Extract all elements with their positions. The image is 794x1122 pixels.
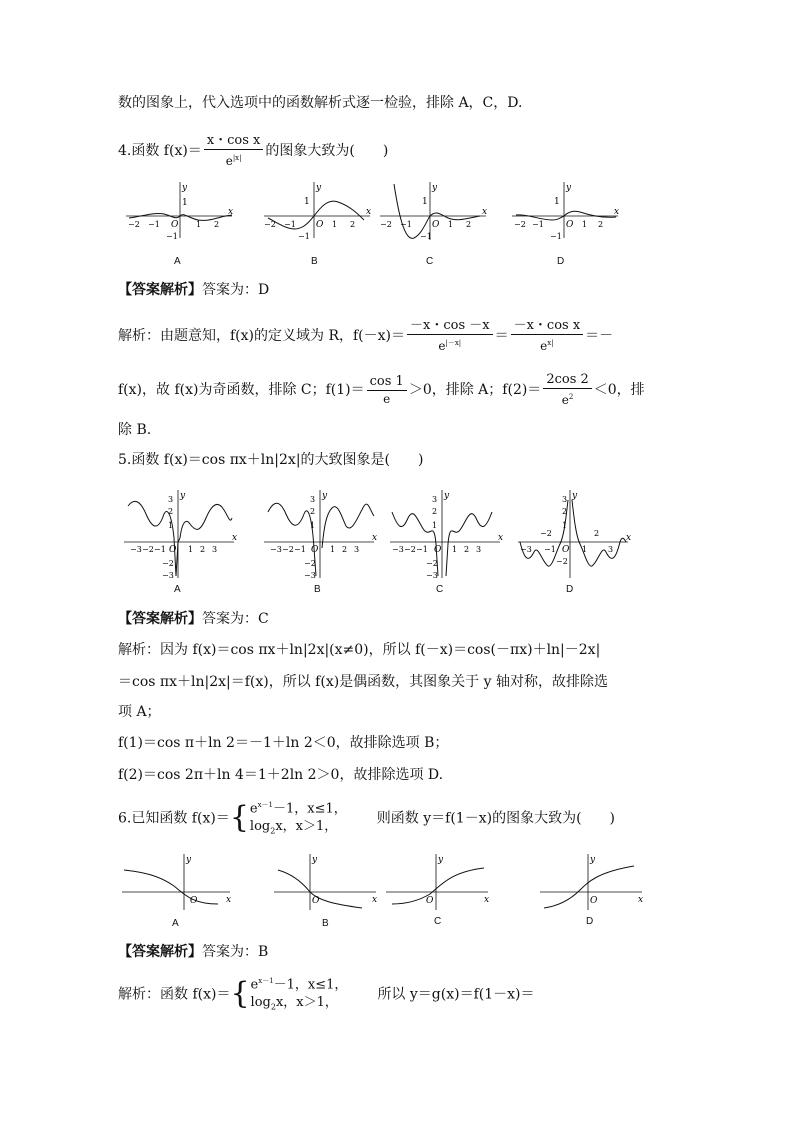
a4-frac-1 (407, 318, 493, 354)
svg-text:−1: −1 (154, 545, 166, 554)
svg-text:2: 2 (168, 507, 174, 516)
svg-text:x: x (232, 533, 238, 543)
svg-text:−1: −1 (420, 232, 432, 241)
q6-brace: { (229, 800, 249, 836)
q6-graph-b (272, 852, 382, 912)
svg-text:−2: −2 (426, 559, 438, 568)
svg-text:x: x (228, 207, 234, 217)
a4-frac-3-den: e (383, 391, 391, 406)
svg-text:3: 3 (432, 495, 438, 504)
a6-case2-base: log (250, 995, 271, 1011)
svg-text:y: y (186, 855, 192, 865)
svg-text:3: 3 (562, 495, 568, 504)
svg-text:1: 1 (332, 220, 338, 229)
svg-text:−3: −3 (270, 545, 282, 554)
svg-text:1: 1 (582, 545, 588, 554)
answer-value: 答案为：C (202, 611, 269, 627)
a4-frac-1-sup: |－x| (445, 339, 462, 347)
svg-text:2: 2 (598, 220, 604, 229)
svg-text:y: y (312, 855, 318, 865)
q4-graph-b (262, 180, 372, 240)
svg-text:O: O (190, 896, 198, 906)
q6-case1-sup: x－1 (257, 801, 274, 809)
q4-graph-d (510, 180, 620, 240)
a4-frac-1-num: －x・cos －x (407, 318, 493, 335)
svg-text:−2: −2 (264, 220, 276, 229)
a6-case2-rest: x，x＞1， (275, 995, 338, 1011)
svg-text:y: y (572, 491, 578, 501)
q4-numerator: x・cos x (204, 133, 264, 150)
q4-label-a: A (174, 256, 181, 267)
a5-line-3: 项 A； (118, 704, 161, 720)
svg-text:−3: −3 (392, 545, 404, 554)
svg-text:x: x (366, 207, 372, 217)
q6-case2-rest: x，x＞1， (275, 819, 338, 835)
svg-text:y: y (444, 491, 450, 501)
q6-case2-sub: 2 (270, 826, 276, 836)
q4-label-b: B (311, 256, 318, 267)
q4-graph-a (124, 180, 234, 240)
svg-text:x: x (638, 895, 644, 905)
q6-case1-rest: －1，x≤1， (273, 801, 347, 817)
svg-text:O: O (312, 896, 320, 906)
svg-text:−2: −2 (304, 559, 316, 568)
svg-text:x: x (482, 207, 488, 217)
q4-label-d: D (557, 256, 565, 267)
q4-den-base: e (225, 154, 233, 168)
svg-text:−1: −1 (400, 220, 412, 229)
a6-cases (251, 972, 348, 1017)
svg-text:O: O (311, 545, 319, 555)
q6-graph-c (384, 852, 494, 912)
svg-text:1: 1 (188, 545, 194, 554)
a4-frac-4 (543, 372, 591, 408)
q6-case2-base: log (249, 819, 271, 835)
svg-text:1: 1 (452, 545, 458, 554)
q6-prefix: 6.已知函数 f(x)＝ (118, 810, 230, 827)
paragraph-text: 数的图象上，代入选项中的函数解析式逐一检验，排除 A，C，D. (118, 95, 523, 111)
svg-text:2: 2 (562, 507, 568, 516)
svg-text:y: y (180, 491, 186, 501)
svg-text:−2: −2 (162, 559, 174, 568)
svg-text:−2: −2 (380, 220, 392, 229)
q6-graph-d (538, 852, 648, 912)
a5-line-1: 解析：因为 f(x)＝cos πx＋ln|2x|(x≠0)，所以 f(－x)＝cos(－πx)＋ln|－2x| (118, 642, 601, 658)
q6-label-a: A (172, 918, 179, 929)
svg-text:3: 3 (608, 545, 614, 554)
a4-l2-suffix: ＜0，排 (593, 382, 645, 398)
q6-label-d: D (586, 916, 594, 927)
q5-graph-a (122, 488, 238, 580)
svg-text:1: 1 (304, 197, 310, 207)
answer-5 (118, 609, 269, 629)
svg-text:3: 3 (212, 545, 218, 554)
svg-text:2: 2 (466, 220, 472, 229)
a4-line-1 (118, 318, 613, 354)
svg-text:1: 1 (432, 521, 438, 530)
a4-frac-3-num: cos 1 (367, 374, 407, 391)
a4-frac-2-sup: x| (547, 339, 554, 347)
a6-case1-base: e (250, 977, 259, 993)
a6-case2-sub: 2 (270, 1002, 276, 1012)
a6-case1-rest: －1，x≤1， (273, 977, 348, 993)
svg-text:1: 1 (562, 521, 568, 530)
svg-text:−2: −2 (514, 220, 526, 229)
svg-text:O: O (590, 896, 598, 906)
svg-text:1: 1 (330, 545, 336, 554)
svg-text:1: 1 (168, 521, 174, 530)
a6-case1-sup: x－1 (258, 977, 274, 985)
svg-text:−1: −1 (294, 545, 306, 554)
svg-text:−1: −1 (532, 220, 544, 229)
svg-text:1: 1 (582, 220, 588, 229)
a4-line-3: 除 B. (118, 422, 152, 438)
a6-suffix: 所以 y＝g(x)＝f(1－x)＝ (377, 986, 535, 1003)
question-6 (118, 796, 615, 841)
svg-text:−3: −3 (520, 545, 532, 554)
svg-text:x: x (226, 895, 232, 905)
svg-text:2: 2 (342, 545, 348, 554)
a4-l2-prefix: f(x)，故 f(x)为奇函数，排除 C；f(1)＝ (118, 382, 365, 398)
svg-text:−2: −2 (142, 545, 154, 554)
svg-text:2: 2 (214, 220, 220, 229)
svg-text:2: 2 (200, 545, 206, 554)
svg-text:x: x (614, 207, 620, 217)
a5-line-4: f(1)＝cos π＋ln 2＝－1＋ln 2＜0，故排除选项 B； (118, 735, 449, 751)
answer-tag: 【答案解析】 (118, 611, 202, 627)
svg-text:y: y (182, 183, 188, 193)
svg-text:3: 3 (476, 545, 482, 554)
svg-text:1: 1 (554, 197, 560, 207)
q6-graph-a (120, 852, 236, 912)
svg-text:−3: −3 (162, 571, 174, 580)
svg-text:−2: −2 (282, 545, 294, 554)
answer-6 (118, 942, 268, 962)
q4-fraction (204, 133, 264, 169)
svg-text:O: O (434, 545, 442, 555)
a4-l1-eq: ＝ (494, 328, 509, 344)
a4-frac-4-den: e (561, 393, 569, 407)
a4-l1-prefix: 解析：由题意知，f(x)的定义域为 R，f(－x)＝ (118, 328, 405, 344)
q4-prefix: 4.函数 f(x)＝ (118, 143, 202, 159)
a4-line-2 (118, 372, 645, 408)
svg-text:−2: −2 (540, 529, 552, 538)
a4-l1-suffix: ＝－ (585, 328, 614, 344)
q4-suffix: 的图象大致为( ) (265, 143, 389, 159)
q5-graph-b (262, 488, 378, 580)
svg-text:O: O (169, 545, 177, 555)
a6-prefix: 解析：函数 f(x)＝ (118, 986, 231, 1003)
svg-text:−1: −1 (166, 232, 178, 241)
q5-label-b: B (314, 584, 321, 595)
q6-cases (250, 796, 347, 841)
svg-text:3: 3 (310, 495, 316, 504)
svg-text:3: 3 (354, 545, 360, 554)
answer-value: 答案为：D (202, 282, 270, 298)
svg-text:−1: −1 (550, 232, 562, 241)
svg-text:−1: −1 (284, 220, 296, 229)
svg-text:y: y (322, 491, 328, 501)
answer-tag: 【答案解析】 (118, 944, 202, 960)
answer-4 (118, 280, 269, 300)
a4-frac-4-num: 2cos 2 (543, 372, 591, 389)
a4-frac-4-sup: 2 (568, 393, 574, 401)
svg-text:3: 3 (168, 495, 174, 504)
svg-text:−2: −2 (128, 220, 140, 229)
q6-label-b: B (322, 918, 329, 929)
a4-frac-2-den: e (540, 339, 548, 353)
svg-text:2: 2 (350, 220, 356, 229)
answer-tag: 【答案解析】 (118, 282, 202, 298)
svg-text:O: O (566, 220, 574, 230)
svg-text:2: 2 (594, 529, 600, 538)
q6-suffix: 则函数 y＝f(1－x)的图象大致为( ) (376, 810, 615, 827)
question-4 (118, 133, 388, 169)
a6-brace: { (230, 976, 250, 1012)
svg-text:1: 1 (310, 521, 316, 530)
svg-text:−3: −3 (304, 571, 316, 580)
svg-text:x: x (498, 533, 504, 543)
svg-text:y: y (590, 855, 596, 865)
svg-text:1: 1 (448, 220, 454, 229)
svg-text:O: O (171, 220, 179, 230)
a6-line-1 (118, 972, 535, 1017)
svg-text:O: O (562, 545, 570, 555)
svg-text:y: y (316, 183, 322, 193)
svg-text:−2: −2 (556, 557, 568, 566)
svg-text:−3: −3 (130, 545, 142, 554)
a4-frac-2 (511, 318, 584, 354)
svg-text:x: x (484, 895, 490, 905)
a4-frac-2-num: －x・cos x (511, 318, 584, 335)
svg-text:x: x (626, 533, 632, 543)
svg-text:y: y (566, 183, 572, 193)
q6-case1-base: e (249, 801, 258, 817)
q4-label-c: C (426, 256, 434, 267)
a4-frac-1-den: e (438, 339, 446, 353)
q6-label-c: C (434, 916, 442, 927)
svg-text:O: O (432, 220, 440, 230)
q5-graph-c (388, 488, 504, 580)
a4-l2-mid: ＞0，排除 A；f(2)＝ (408, 382, 542, 398)
q5-label-c: C (436, 584, 444, 595)
svg-text:O: O (316, 220, 324, 230)
svg-text:y: y (432, 183, 438, 193)
svg-text:−3: −3 (426, 571, 438, 580)
svg-text:−1: −1 (148, 220, 160, 229)
q5-label-d: D (566, 584, 574, 595)
svg-text:1: 1 (182, 198, 188, 208)
svg-text:−1: −1 (544, 545, 556, 554)
svg-text:−2: −2 (404, 545, 416, 554)
a5-line-5: f(2)＝cos 2π＋ln 4＝1＋2ln 2＞0，故排除选项 D. (118, 767, 444, 783)
svg-text:x: x (372, 533, 378, 543)
svg-text:2: 2 (310, 507, 316, 516)
q5-label-a: A (174, 584, 181, 595)
svg-text:2: 2 (432, 507, 438, 516)
svg-text:1: 1 (196, 220, 202, 229)
question-5: 5.函数 f(x)＝cos πx＋ln|2x|的大致图象是( ) (118, 452, 424, 468)
svg-text:−1: −1 (298, 232, 310, 241)
q5-graph-d (516, 488, 632, 580)
q4-den-sup: |x| (232, 154, 242, 162)
a5-line-2: ＝cos πx＋ln|2x|＝f(x)，所以 f(x)是偶函数，其图象关于 y 轴对称，故排除选 (118, 674, 608, 690)
q4-graph-c (378, 180, 488, 242)
svg-text:x: x (372, 895, 378, 905)
svg-text:1: 1 (422, 197, 428, 207)
svg-text:y: y (438, 855, 444, 865)
a4-frac-3 (367, 374, 407, 407)
answer-value: 答案为：B (202, 944, 269, 960)
svg-text:O: O (426, 896, 434, 906)
svg-text:−1: −1 (416, 545, 428, 554)
svg-text:2: 2 (464, 545, 470, 554)
